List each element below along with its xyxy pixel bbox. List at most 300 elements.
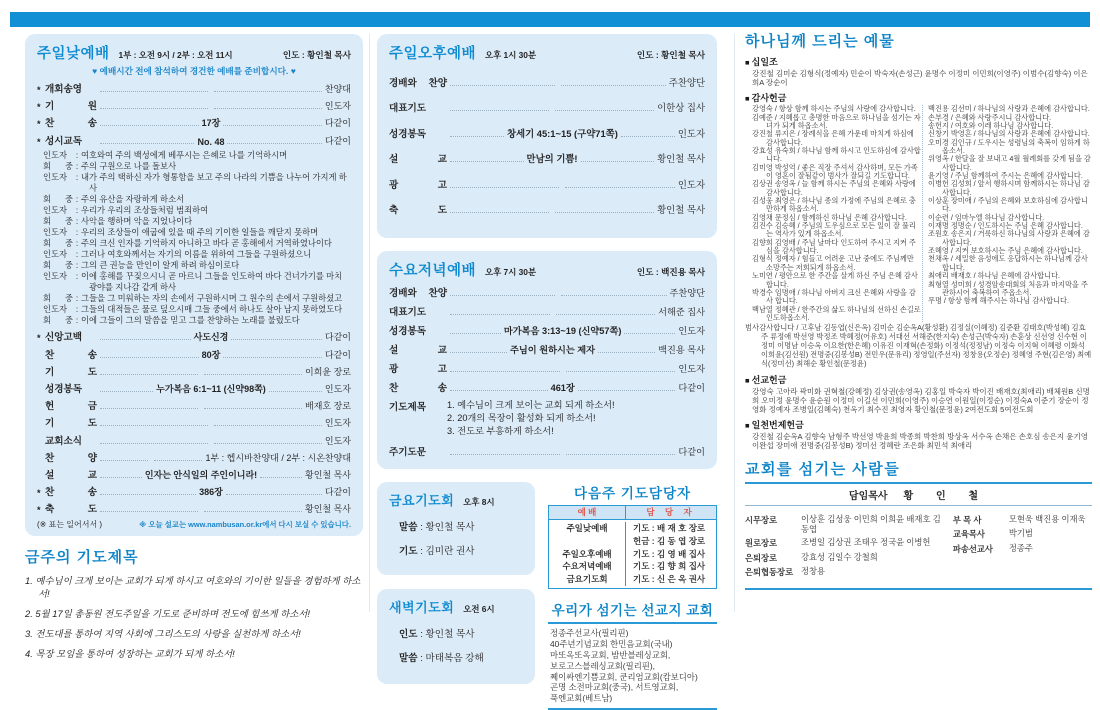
servant-row <box>953 543 1092 555</box>
order-center: 80장 <box>201 349 221 360</box>
order-label: 찬 송 <box>389 382 447 394</box>
order-person: 이희윤 장로 <box>305 366 352 377</box>
dotted-leader <box>565 186 674 188</box>
dotted-leader <box>100 459 148 461</box>
order-center: 누가복음 6:1~11 (신약98쪽) <box>156 384 266 394</box>
senior-pastor-name: 황 인 철 <box>903 491 989 503</box>
reading-text: 우리가 우리의 조상들처럼 범죄하여 <box>81 204 209 215</box>
thanksgiving-item: 무명 / 항상 함께 해주시는 하나님 감사합니다. <box>928 296 1069 306</box>
dotted-leader <box>450 186 559 188</box>
thanksgiving-item: 박경수 임명애 / 하나님 아버지 크신 은혜와 사랑을 감사 합니다. <box>752 287 916 306</box>
mission-offering-names: 강영숙 고아라 곽미화 권혁철(강혜정) 김상권(송영옥) 김홍일 박숙자 박이진 배재호(최애리) 배체원B 신명희 오미정 윤명수 윤순원 이정미 이길선 이민희(이영주) 이승연 이원일(이정순) 이정숙A 이준기 장순이 정영화 정예자 조병일(김혜숙) 천옥기 최수진 최영자 황인철(문정윤) 2여전도회 5여전도회 <box>752 386 1090 414</box>
reading-line: 회 중 : 주의 유산을 자랑하게 하소서 <box>43 193 185 204</box>
sunday-day-leader: 인도 : 황인철 목사 <box>282 50 351 60</box>
reading-speaker: 인도자 <box>43 271 68 282</box>
wednesday-pm-worship-panel <box>377 251 717 469</box>
order-row <box>37 467 351 481</box>
role-value: : 황인철 목사 <box>417 628 475 640</box>
right-column <box>745 30 1092 590</box>
sunday-day-title: 주일낮예배 <box>37 46 110 62</box>
order-label: 헌 금 <box>45 401 97 413</box>
thanksgiving-item: 백남열 정혜관 / 한주간의 삶도 하나님의 선하신 손길로 인도하옵소서. <box>752 304 921 322</box>
dotted-leader <box>566 453 676 455</box>
dotted-leader <box>561 84 666 86</box>
sermon-replay-note: ※ 오늘 설교는 www.nambusan.or.kr에서 다시 보실 수 있습니다. <box>139 520 351 530</box>
tithe-heading: ■ 십일조 <box>745 55 1092 68</box>
order-row <box>37 364 351 378</box>
wed-pm-title: 수요저녁예배 <box>389 262 477 279</box>
row-service: 금요기도회 <box>566 574 608 585</box>
sunday-pm-title: 주일오후예배 <box>389 46 477 62</box>
order-label: 축 도 <box>389 205 447 216</box>
row-service: 주일낮예배 <box>566 523 608 534</box>
mission-church-line: 곤명 소전마교회(중국), 서트영교회, <box>550 682 679 693</box>
order-row <box>37 347 351 361</box>
reading-line: 인도자 : 이에 홍해를 꾸짖으시니 곧 마르니 그들을 인도하여 바다 건너가기를 마치 광야를 지나감 같게 하사 <box>43 271 343 293</box>
reading-text: 주의 유산을 자랑하게 하소서 <box>81 193 185 204</box>
order-row <box>37 433 351 447</box>
column-divider <box>734 34 735 612</box>
reading-speaker: 회 중 <box>43 293 73 304</box>
servant-row <box>745 514 947 535</box>
week-prayer-item: 2. 5월 17일 총동원 전도주일을 기도로 준비하며 전도에 힘쓰게 하소서! <box>25 607 310 619</box>
dotted-leader <box>450 351 507 353</box>
middle-column <box>377 34 717 710</box>
dotted-leader <box>450 211 549 213</box>
worship-notice: ♥ 예배시간 전에 참석하여 경건한 예배를 준비합시다. ♥ <box>92 66 296 76</box>
order-label: 찬 송 <box>45 118 97 130</box>
order-row <box>389 126 705 140</box>
dotted-leader <box>450 294 555 296</box>
column-divider <box>369 34 370 612</box>
thanksgiving-item: 김예준 / 지혜롭고 총명한 마음으로 하나님을 섬기는 자녀가 되게 하옵소서. <box>752 112 921 130</box>
thanksgiving-item: 조혜영 / 지켜 보호하시는 주님 은혜에 감사합니다. <box>928 246 1083 256</box>
order-center: 386장 <box>199 487 223 498</box>
order-label: 개회송영 <box>45 84 83 95</box>
service-role-row <box>399 626 523 640</box>
dotted-leader <box>566 370 676 372</box>
order-row <box>389 151 705 165</box>
wed-prayer-line: 3. 전도로 부흥하게 하소서! <box>447 426 554 437</box>
order-person: 찬양대 <box>324 84 351 94</box>
servant-role: 원로장로 <box>745 538 778 549</box>
order-row <box>389 380 705 394</box>
reading-line: 인도자 : 여호와여 주의 백성에게 베푸시는 은혜로 나를 기억하시며 <box>43 149 288 160</box>
role-value: : 김미란 권사 <box>417 545 475 557</box>
servant-names: 강효성 김일수 강철희 <box>801 551 878 562</box>
row-duty: 헌금 : 김 동 엽 장로 <box>625 535 716 548</box>
order-label: 설 교 <box>389 344 447 356</box>
reading-line: 회 중 : 그의 큰 권능을 만인이 알게 하려 하심이로다 <box>43 260 240 271</box>
reading-line: 인도자 : 그들의 대적들은 물로 덮으시매 그들 중에서 하나도 살아 남지 못하였도다 <box>43 304 343 315</box>
servant-names: 정창용 <box>801 566 826 577</box>
week-prayer-section <box>25 546 363 660</box>
dotted-leader <box>214 90 322 92</box>
reading-line: 회 중 : 주의 구원으로 나를 돌보사 <box>43 160 177 171</box>
servant-names: 모현욱 백진용 이재욱 <box>1008 513 1086 524</box>
friday-prayer-panel <box>377 482 535 575</box>
order-row <box>389 304 705 318</box>
dotted-leader <box>598 351 655 353</box>
servant-role: 시무장로 <box>745 514 778 525</box>
servant-role: 은퇴협동장로 <box>745 567 794 578</box>
order-label: 주기도문 <box>389 446 427 458</box>
sunday-pm-time: 오후 1시 30분 <box>485 50 537 60</box>
order-label: 기 도 <box>45 366 97 378</box>
dotted-leader <box>100 407 198 409</box>
order-person: 인도자 <box>678 325 705 336</box>
dotted-leader <box>450 370 560 372</box>
standing-star: * <box>37 505 41 516</box>
order-row <box>389 444 705 458</box>
order-row <box>37 381 351 395</box>
thanksgiving-item: 조원호 송은지 / 거룩하신 하나님의 사랑과 은혜에 감사합니다. <box>928 229 1090 247</box>
order-center: 창세기 45:1~15 (구약71쪽) <box>506 127 618 139</box>
row-duty: 기도 : 신 은 옥 권사 <box>625 573 716 586</box>
dotted-leader <box>100 338 191 340</box>
service-role-row <box>399 650 523 664</box>
dotted-leader <box>100 356 199 358</box>
servant-names: 정종주 <box>1008 542 1033 553</box>
reading-line: 회 중 : 그들을 그 미워하는 자의 손에서 구원하시며 그 원수의 손에서 구원하셨고 <box>43 293 343 304</box>
order-person: 다같이 <box>324 118 351 129</box>
dotted-leader <box>100 424 208 426</box>
dotted-leader <box>214 424 322 426</box>
dotted-leader <box>227 142 321 144</box>
dotted-leader <box>260 476 302 478</box>
week-prayer-item: 3. 전도대를 통하여 지역 사회에 그리스도의 사랑을 실천하게 하소서! <box>25 627 301 639</box>
dotted-leader <box>231 338 322 340</box>
thanksgiving-item: 신창기 박영흔 / 하나님의 사랑과 은혜에 감사합니다. <box>928 129 1090 139</box>
servant-row <box>953 528 1092 540</box>
reading-text: 내가 주의 택하신 자가 형통함을 보고 주의 나라의 기쁨을 나누어 가지게 하사 <box>81 171 347 193</box>
service-role-row <box>399 543 523 557</box>
reading-text: 여호와여 주의 백성에게 베푸시는 은혜로 나를 기억하시며 <box>81 149 288 160</box>
next-week-table <box>548 505 717 589</box>
thanksgiving-general-names: 범사감사합니다 / 고후남 김동엽(신은옥) 김미순 김순옥A(황성환) 김정실(이혜정) 김준환 김태호(박성혜) 김효주 류정애 박선영 박정조 박혜정(어유호) 서대선 서해준(한지숙) 손성근(박숙자) 손훈상 신선영 신수현 이정미 이명남 이승옥 이요한(한은혜) 이유진 이재혁(손정화) 이정석(정정남) 이정숙 이지혁 이혜령 이화석 이희윤(김선원) 전명중(김봉성B) 전민우(문유리) 정영일(주선자) 정창용(오정순) 정혜영 주현(김은영) 최예식(정미선) 최해순 황인철(문정윤) <box>745 323 1092 368</box>
sunday-day-worship-panel <box>25 34 363 536</box>
role-label: 기도 <box>399 545 418 557</box>
dotted-leader <box>561 294 666 296</box>
order-person: 다같이 <box>324 487 351 498</box>
order-label: 설 교 <box>389 154 447 165</box>
order-person: 다같이 <box>324 135 352 146</box>
wed-prayer-label: 기도제목 <box>389 401 427 413</box>
dotted-leader <box>100 90 208 92</box>
senior-pastor-row <box>745 484 1092 506</box>
thanksgiving-item: 노미연 / 평안으로 한 주간을 살게 하신 주님 은혜 감사합니다. <box>752 271 918 289</box>
thanksgiving-item: 김진수 김승혜 / 주님의 도우심으로 모든 일이 잘 풀리는 역사가 있게 하옵소서. <box>752 221 916 239</box>
service-role-row <box>399 519 523 533</box>
offerings-title: 하나님께 드리는 예물 <box>745 33 895 50</box>
servant-names: 조병일 김상권 조태우 정국윤 이병헌 <box>801 537 931 548</box>
wed-prayer-line: 2. 20개의 목장이 활성화 되게 하소서! <box>447 412 596 423</box>
order-person: 인도자 <box>324 101 351 112</box>
wed-prayer-lines <box>447 399 615 439</box>
thanksgiving-item: 김상권 송영옥 / 늘 함께 하시는 주님의 은혜와 사랑에 감사합니다. <box>752 179 916 197</box>
reading-text: 주의 크신 인자를 기억하지 아니하고 바다 곧 홍해에서 거역하였나이다 <box>81 238 332 248</box>
order-label: 교회소식 <box>45 435 83 447</box>
header-service: 예 배 <box>577 506 597 517</box>
thanksgiving-item: 최애리 배재호 / 하나님 은혜에 감사합니다. <box>928 271 1061 281</box>
reading-line: 회 중 : 주의 크신 인자를 기억하지 아니하고 바다 곧 홍해에서 거역하였나이다 <box>43 238 332 248</box>
dotted-leader <box>556 313 656 315</box>
dotted-leader <box>223 124 322 126</box>
next-week-header <box>549 506 716 521</box>
dotted-leader <box>100 107 208 109</box>
mission-offering-heading: ■ 선교헌금 <box>745 373 1092 386</box>
reading-speaker: 회 중 <box>43 215 73 226</box>
order-person: 인도자 <box>324 435 351 446</box>
order-center: 만남의 기쁨! <box>526 153 578 164</box>
thanksgiving-item: 김형식 정예자 / 힘들고 어려운 고난 중에도 주님께만 소망주는 저희되게 하옵소서. <box>752 254 914 272</box>
order-row <box>37 329 351 343</box>
dotted-leader <box>100 476 142 478</box>
servant-row <box>745 552 947 564</box>
order-row <box>389 202 705 216</box>
thanksgiving-left-column <box>752 105 922 322</box>
reading-speaker: 인도자 <box>43 171 68 182</box>
dawn-prayer-panel <box>377 589 535 684</box>
order-person: 황인철 목사 <box>657 153 705 164</box>
order-label: 성시교독 <box>45 135 83 147</box>
thanksgiving-item: 위영옥 / 한달을 잘 보내고 4월 월례회를 갖게 됨을 감사합니다. <box>928 154 1091 172</box>
dotted-leader <box>555 211 654 213</box>
pastors-column <box>947 511 1092 580</box>
senior-pastor-role: 담임목사 <box>848 491 888 503</box>
order-label: 광 고 <box>389 179 447 191</box>
reading-line: 회 중 : 이에 그들이 그의 말씀을 믿고 그를 찬양하는 노래를 불렀도다 <box>43 315 300 326</box>
row-service: 주일오후예배 <box>562 548 612 559</box>
standing-star: * <box>37 119 41 130</box>
dotted-leader <box>214 442 322 444</box>
elders-column <box>745 511 947 580</box>
sunday-day-time: 1부 : 오전 9시 / 2부 : 오전 11시 <box>118 50 233 60</box>
thanksgiving-item: 백진용 김선미 / 하나님의 사랑과 은혜에 감사합니다. <box>928 104 1090 114</box>
order-label: 경배와 찬양 <box>389 287 447 299</box>
mission-church-line: 40주년기념교회 한민음교회(국내) <box>550 638 673 649</box>
order-row <box>37 415 351 429</box>
order-person: 인도자 <box>677 178 706 190</box>
order-person: 인도자 <box>324 384 351 394</box>
thanksgiving-item: 천채옥 / 세밀한 음성에도 응답하시는 하나님께 감사합니다. <box>928 254 1088 272</box>
dotted-leader <box>450 389 548 391</box>
reading-text: 사악을 행하며 악을 지었나이다 <box>81 215 193 226</box>
dotted-leader <box>450 84 555 86</box>
servant-role: 파송선교사 <box>952 543 993 554</box>
reading-speaker: 인도자 <box>43 304 68 315</box>
order-person: 이한상 집사 <box>657 102 706 113</box>
friday-time: 오후 8시 <box>463 496 495 507</box>
order-person: 인도자 <box>678 363 706 374</box>
dotted-leader <box>100 510 198 512</box>
dotted-leader <box>204 373 302 375</box>
order-person: 주찬양단 <box>669 287 706 298</box>
order-row <box>37 115 351 129</box>
thanksgiving-item: 이상훈 장미애 / 주님의 은혜와 보호하심에 감사합니다. <box>928 196 1088 214</box>
sunday-pm-worship-panel <box>377 34 717 238</box>
order-person: 다같이 <box>324 349 351 360</box>
dotted-leader <box>450 313 550 315</box>
role-label: 말씀 <box>399 521 418 533</box>
thanksgiving-item: 김향희 김영배 / 주님 날마다 인도하여 주시고 지켜 주심을 감사합니다. <box>752 237 916 256</box>
role-label: 인도 <box>399 628 418 640</box>
order-center: No. 48 <box>197 136 225 147</box>
dotted-leader <box>100 442 208 444</box>
wed-pm-time: 오후 7시 30분 <box>485 266 537 277</box>
reading-line: 인도자 : 우리가 우리의 조상들처럼 범죄하여 <box>43 204 209 215</box>
order-label: 성경봉독 <box>389 128 427 140</box>
order-label: 기 원 <box>45 101 97 113</box>
servant-role: 교육목사 <box>952 529 985 540</box>
thanksgiving-item: 최형열 성미희 / 성경암송대회의 처음과 마지막을 주관하시어 축복하여 주옵소서. <box>928 279 1088 297</box>
order-person: 서해준 집사 <box>658 306 705 317</box>
standing-star: * <box>37 488 41 499</box>
reading-speaker: 회 중 <box>43 238 73 248</box>
next-week-title: 다음주 기도담당자 <box>573 485 692 501</box>
mission-church-line: 보로고스블레싱교회(필리핀), <box>550 660 655 671</box>
order-row <box>389 342 705 356</box>
order-row <box>389 100 705 114</box>
order-row <box>37 450 351 464</box>
servant-role: 은퇴장로 <box>745 552 778 563</box>
order-row <box>37 484 351 498</box>
order-label: 경배와 찬양 <box>389 77 447 89</box>
order-person: 황인철 목사 <box>305 504 352 515</box>
order-person: 다같이 <box>324 332 351 343</box>
reading-text: 이에 홍해를 꾸짖으시니 곧 마르니 그들을 인도하여 바다 건너가기를 마치 광야를 지나감 같게 하사 <box>81 271 343 293</box>
dotted-leader <box>214 107 322 109</box>
dotted-leader <box>621 135 675 137</box>
order-label: 설 교 <box>45 469 97 481</box>
order-label: 찬 송 <box>45 487 97 499</box>
mission-church-line: 푹엔교회(베트남) <box>550 693 613 704</box>
order-label: 성경봉독 <box>389 325 427 337</box>
dotted-leader <box>450 453 560 455</box>
order-center: 인자는 안식일의 주인이니라! <box>144 469 258 480</box>
order-label: 찬 송 <box>45 349 97 361</box>
wed-pm-leader: 인도 : 백진용 목사 <box>636 266 705 277</box>
row-duty: 기도 : 배 재 호 장로 <box>625 522 716 535</box>
reading-text: 그러나 여호와께서는 자기의 이름을 위하여 그들을 구원하셨으니 <box>81 249 312 260</box>
wed-prayer-line: 1. 예수님이 크게 보이는 교회 되게 하소서! <box>447 399 615 410</box>
mission-church-line: 정종주선교사(필리핀) <box>550 627 629 638</box>
reading-speaker: 인도자 <box>43 249 68 260</box>
thanksgiving-right-column <box>922 105 1092 322</box>
order-center: 주님이 원하시는 제자 <box>510 344 596 355</box>
next-week-row <box>549 573 716 586</box>
sunday-pm-leader: 인도 : 황인철 목사 <box>636 50 705 60</box>
order-label: 축 도 <box>45 504 97 516</box>
thanksgiving-item: 오미경 김인규 / 도우시는 성령님의 축복이 임하게 하옵소서. <box>928 137 1090 155</box>
order-person: 다같이 <box>678 446 706 457</box>
order-person: 다같이 <box>678 382 706 393</box>
dotted-leader <box>555 109 654 111</box>
dotted-leader <box>223 356 322 358</box>
order-label: 기 도 <box>45 418 97 430</box>
reading-speaker: 회 중 <box>43 315 73 326</box>
order-person: 1부 : 헵시바찬양대 / 2부 : 시온찬양대 <box>205 452 352 463</box>
reading-speaker: 회 중 <box>43 160 73 171</box>
dotted-leader <box>100 124 199 126</box>
order-label: 찬 양 <box>45 452 97 464</box>
thanksgiving-item: 손부경 / 은혜와 사랑주시니 감사합니다. <box>928 112 1052 122</box>
order-center: 17장 <box>201 118 221 129</box>
thanksgiving-item: 이재명 정명순 / 인도하시는 주님 은혜 감사합니다. <box>928 221 1083 231</box>
order-label: 광 고 <box>389 363 447 375</box>
servant-row <box>953 514 1092 526</box>
friday-title: 금요기도회 <box>389 492 455 508</box>
dotted-leader <box>450 109 549 111</box>
order-person: 백진용 목사 <box>658 344 706 355</box>
reading-text: 그의 큰 권능을 만인이 알게 하려 하심이로다 <box>81 260 240 271</box>
order-row <box>37 398 351 412</box>
next-week-row <box>549 535 716 548</box>
servant-row <box>745 566 947 578</box>
thanksgiving-item: 송헌지 / 여호와 이레 하나님 감사합니다. <box>928 120 1054 130</box>
order-person: 인도자 <box>677 127 705 139</box>
order-row <box>389 323 705 337</box>
reading-text: 이에 그들이 그의 말씀을 믿고 그를 찬양하는 노래를 불렀도다 <box>81 315 300 326</box>
dotted-leader <box>100 373 198 375</box>
dotted-leader <box>226 493 322 495</box>
left-column <box>25 34 363 668</box>
reading-speaker: 인도자 <box>43 204 68 215</box>
dotted-leader <box>450 135 504 137</box>
reading-text: 그들의 대적들은 물로 덮으시매 그들 중에서 하나도 살아 남지 못하였도다 <box>81 304 343 315</box>
order-person: 주찬양단 <box>668 76 706 88</box>
order-center: 마가복음 3:13~19 (신약57쪽) <box>503 325 622 336</box>
reading-line: 인도자 : 내가 주의 택하신 자가 형통함을 보고 주의 나라의 기쁨을 나누어 가지게 하사 <box>43 171 347 193</box>
reading-speaker: 인도자 <box>43 149 68 160</box>
dotted-leader <box>450 160 524 162</box>
header-duty: 담 당 자 <box>625 506 716 520</box>
servant-role: 부 목 사 <box>952 514 982 525</box>
next-week-row <box>549 560 716 573</box>
servants-table <box>745 482 1092 589</box>
order-row <box>389 361 705 375</box>
dotted-leader <box>624 332 675 334</box>
thanksgiving-item: 강진철 류지은 / 장례식을 은혜 가운데 마치게 하심에 감사합니다. <box>752 129 914 147</box>
order-row <box>389 285 705 299</box>
servants-title: 교회를 섬기는 사람들 <box>745 461 901 479</box>
reading-speaker: 회 중 <box>43 260 73 271</box>
mission-church-line: 쩨이싸엔기쁨교회, 쿤리엄교회(캄보디아) <box>550 671 698 682</box>
top-accent-bar <box>10 12 1090 27</box>
dotted-leader <box>100 142 194 144</box>
servant-row <box>745 537 947 549</box>
dotted-leader <box>581 160 655 162</box>
reading-text: 주의 구원으로 나를 돌보사 <box>81 160 177 171</box>
order-row <box>389 75 705 89</box>
next-week-row <box>549 548 716 561</box>
order-person: 인도자 <box>324 418 351 429</box>
thanksgiving-item: 김미영 박성억 / 좋은 직장 주셔서 감사하며, 모든 가족이 영혼이 잘됨같이 범사가 잘되길 기도합니다. <box>752 162 918 181</box>
standing-note: (※ 표는 일어서서 ) <box>37 520 103 530</box>
thanksgiving-item: 이순련 / 임마누엘 하나님 감사합니다. <box>928 212 1045 222</box>
order-person: 황인철 목사 <box>305 469 351 480</box>
dotted-leader <box>269 390 322 392</box>
order-center: 461장 <box>550 382 575 393</box>
thanksgiving-list <box>745 105 1092 322</box>
standing-star: * <box>37 102 41 113</box>
dotted-leader <box>204 510 302 512</box>
order-center: 사도신경 <box>193 332 229 343</box>
standing-star: * <box>37 136 41 147</box>
standing-star: * <box>37 333 41 344</box>
week-prayer-item: 4. 목장 모임을 통하여 성장하는 교회가 되게 하소서! <box>25 648 235 660</box>
week-prayer-title: 금주의 기도제목 <box>25 549 139 567</box>
